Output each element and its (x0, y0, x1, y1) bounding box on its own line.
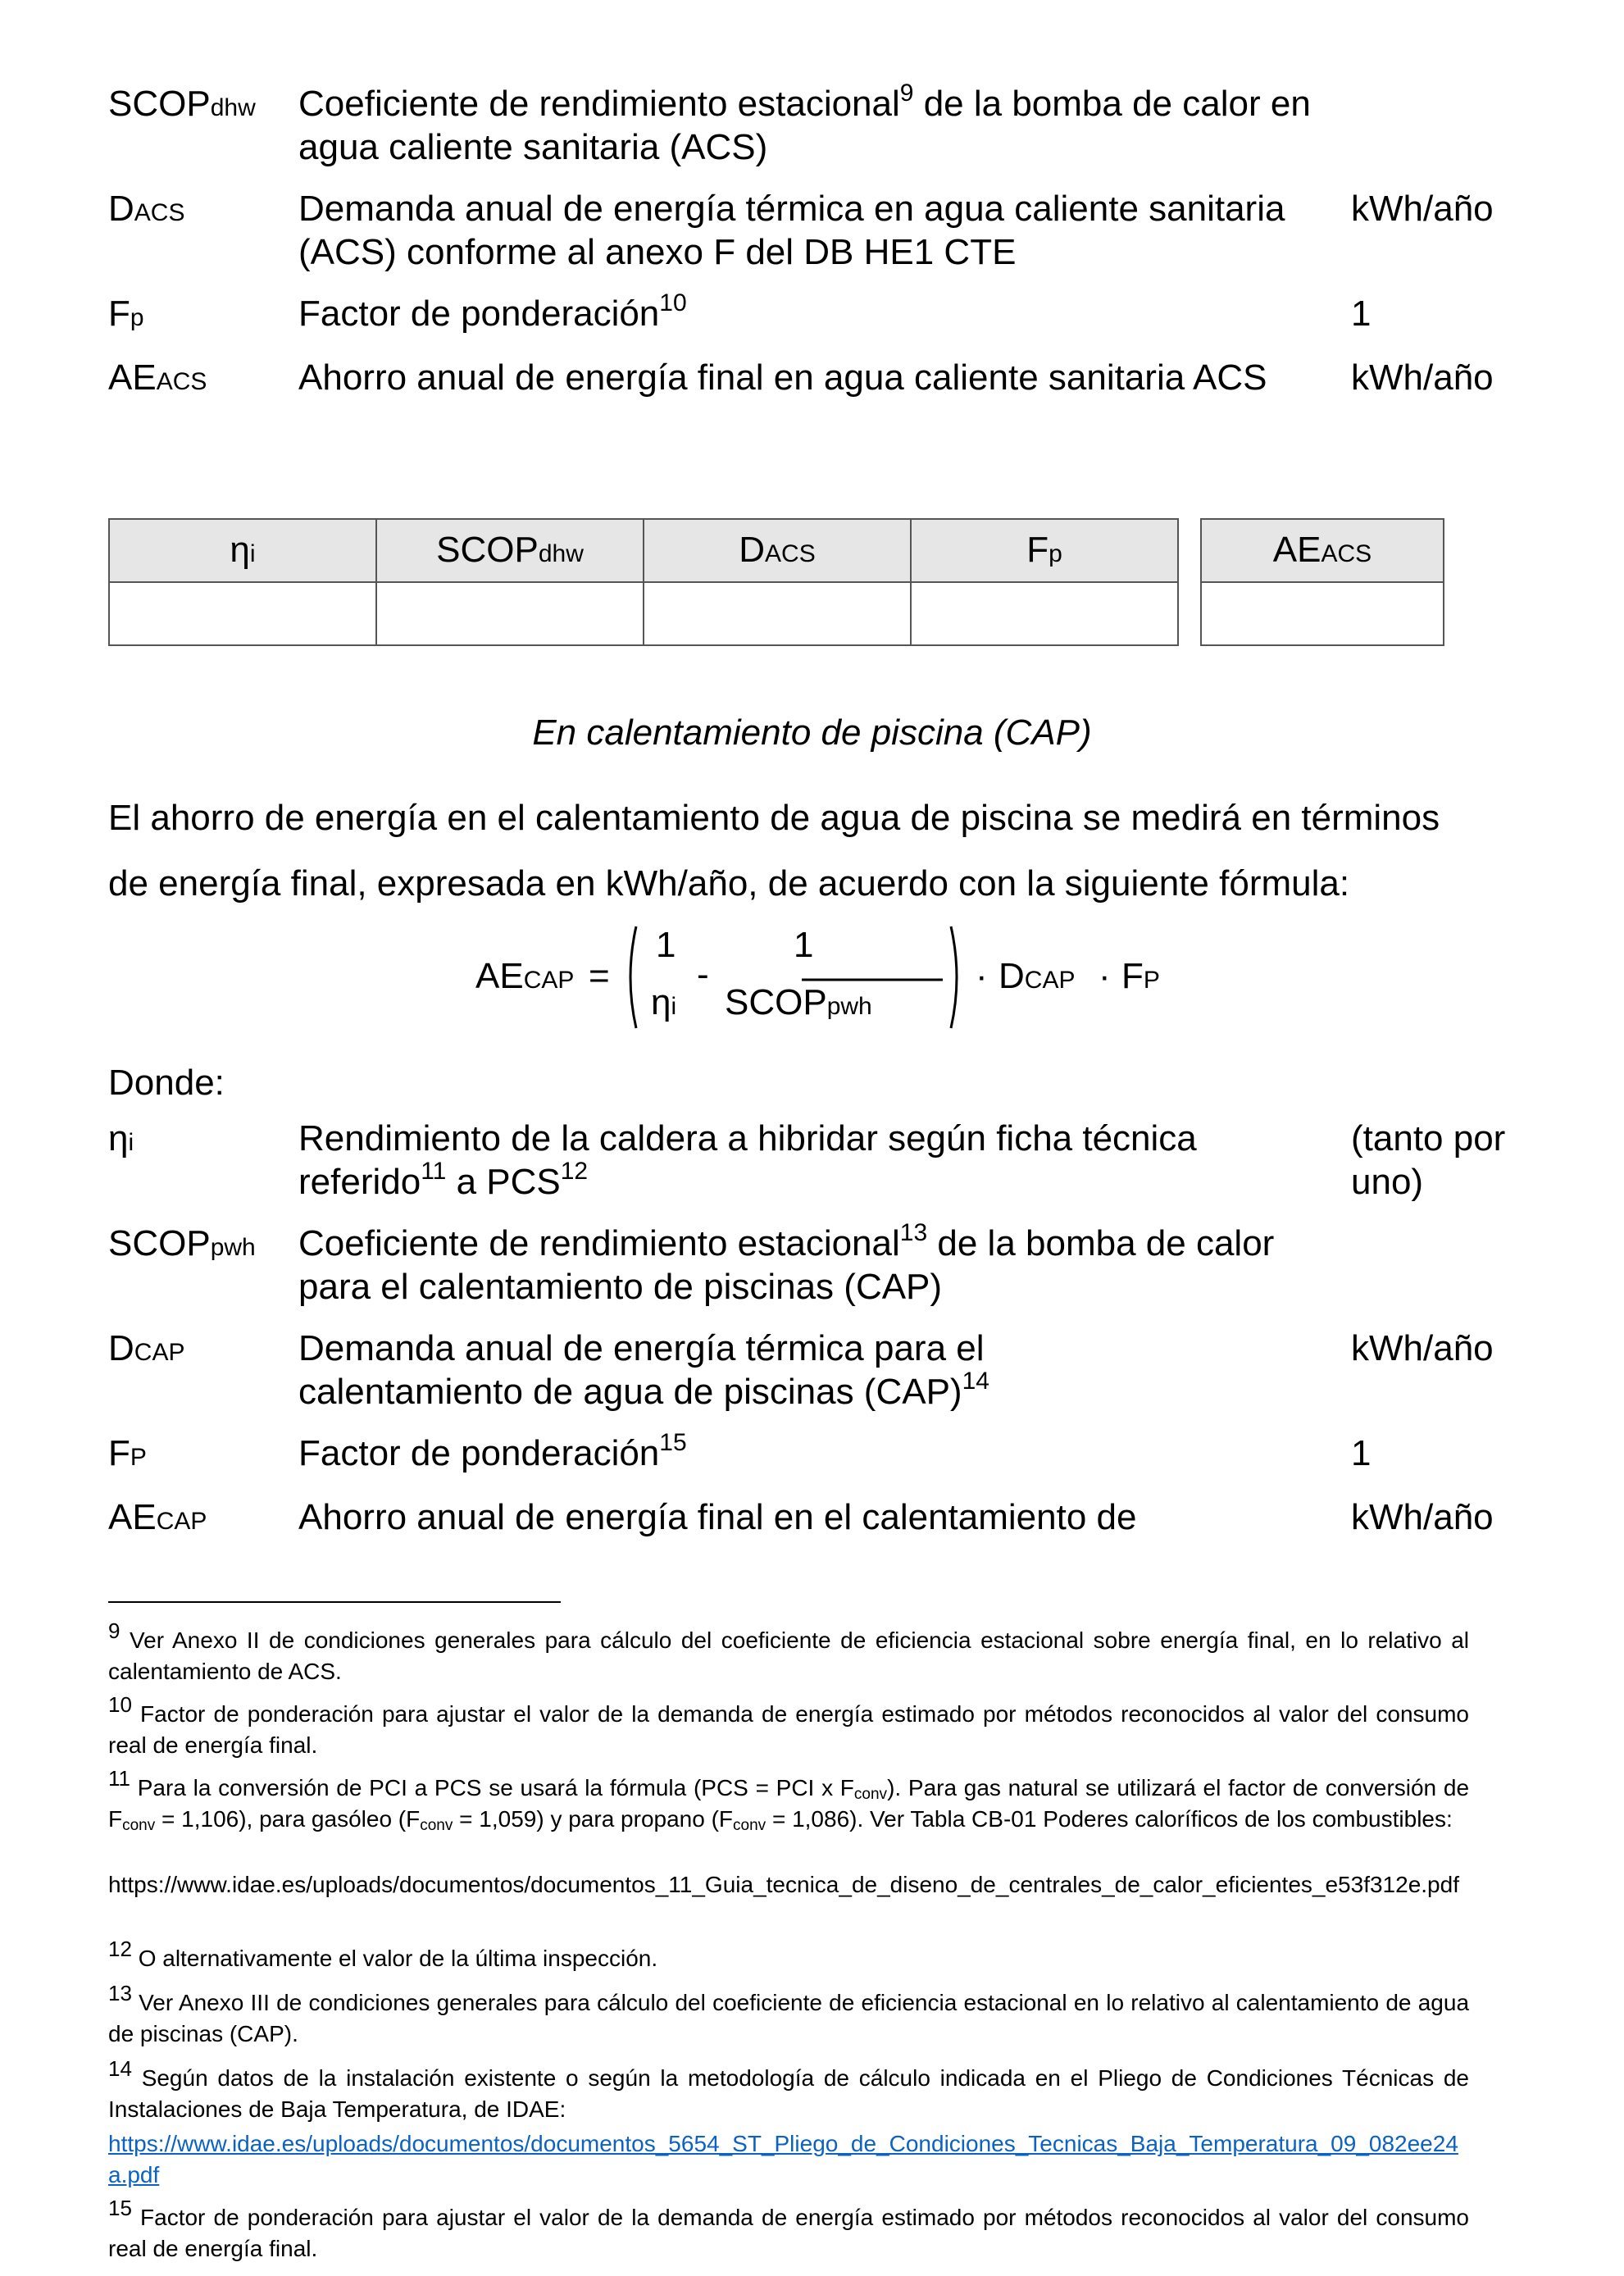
formula-d-cap: DCAP (999, 956, 1076, 996)
table-header-scop: SCOPdhw (375, 518, 644, 583)
def-unit: kWh/año (1351, 189, 1494, 229)
def-description: Rendimiento de la caldera a hibridar según ficha técnica referido$^{11}$ a PCS$^{12}$ (298, 1118, 1197, 1202)
footnote-13: 13 Ver Anexo III de condiciones generales para cálculo del coeficiente de eficiencia estacional en lo relativo al calentamiento de agua de piscinas (CAP). (108, 1981, 1470, 2046)
table-input-fp[interactable] (910, 581, 1179, 646)
footnote-15: 15 Factor de ponderación para ajustar el valor de la demanda de energía estimado por métodos reconocidos al valor del consumo real de energía final. (108, 2196, 1469, 2261)
def-symbol: AECAP (108, 1497, 207, 1537)
def-description: Ahorro anual de energía final en agua caliente sanitaria ACS (298, 357, 1267, 398)
def-unit: 1 (1351, 1433, 1372, 1473)
def-description: Factor de ponderación$^{15}$ (298, 1429, 687, 1473)
def-unit: kWh/año (1351, 357, 1494, 398)
intro-paragraph: El ahorro de energía en el calentamiento de agua de piscina se medirá en términos de energía final, expresada en kWh/año, de acuerdo con la siguiente fórmula: (108, 798, 1440, 904)
def-description: Ahorro anual de energía final en el calentamiento de (298, 1497, 1137, 1537)
formula-denominator-eta: ηi (651, 982, 677, 1022)
section-title: En calentamiento de piscina (CAP) (532, 712, 1092, 753)
footnote-12: 12 O alternativamente el valor de la última inspección. (108, 1937, 658, 1971)
acs-input-table (0, 518, 1624, 646)
def-symbol: FP (108, 1433, 147, 1473)
def-symbol: AEACS (108, 357, 207, 398)
def-ae-cap (108, 1495, 1494, 1541)
def-unit: 1 (1351, 294, 1372, 334)
def-symbol: DACS (108, 189, 185, 229)
formula-minus: - (697, 954, 709, 995)
table-header-d: DACS (643, 518, 912, 583)
def-description: Coeficiente de rendimiento estacional$^9$ de la bomba de calor en agua caliente sanitaria (ACS) (298, 80, 1311, 167)
def-symbol: DCAP (108, 1328, 185, 1368)
table-output-ae[interactable] (1200, 581, 1444, 646)
footnote-9: 9 Ver Anexo II de condiciones generales para cálculo del coeficiente de eficiencia estacional sobre energía final, en lo relativo al calentamiento de ACS. (108, 1618, 1469, 1684)
def-eta-i (108, 1117, 1506, 1207)
formula-ae-cap (475, 918, 1160, 1041)
def-symbol: ηi (108, 1118, 134, 1158)
table-input-d[interactable] (643, 581, 912, 646)
formula-numerator-1: 1 (656, 925, 676, 965)
footnote-14: 14 Según datos de la instalación existente o según la metodología de cálculo indicada en el Pliego de Condiciones Técnicas de Instalaciones de Baja Temperatura, de IDAE: (108, 2056, 1469, 2122)
table-input-eta[interactable] (108, 581, 377, 646)
def-fp-cap (108, 1429, 1469, 1477)
def-scop-pwh (108, 1219, 1469, 1312)
donde-label: Donde: (108, 1063, 225, 1103)
def-description: Demanda anual de energía térmica para el calentamiento de agua de piscinas (CAP)$^{14}$ (298, 1328, 989, 1412)
formula-dot-1: · (976, 956, 988, 996)
def-description: Factor de ponderación$^{10}$ (298, 289, 687, 334)
def-unit: (tanto por uno) (1351, 1118, 1506, 1202)
def-ae-acs (108, 356, 1494, 446)
footnote-11-url: https://www.idae.es/uploads/documentos/documentos_11_Guia_tecnica_de_diseno_de_centrales_de_calor_eficientes_e53f312e.pdf (108, 1872, 1459, 1897)
def-description: Demanda anual de energía térmica en agua caliente sanitaria (ACS) conforme al anexo F del DB HE1 CTE (298, 189, 1285, 272)
def-symbol: SCOPdhw (108, 84, 256, 124)
def-d-acs (108, 187, 1494, 277)
def-symbol: SCOPpwh (108, 1223, 256, 1263)
def-scop-dhw (108, 82, 1469, 172)
table-header-ae: AEACS (1200, 518, 1444, 583)
formula-dot-2: · (1099, 956, 1111, 996)
def-unit: kWh/año (1351, 1328, 1494, 1368)
def-fp (108, 289, 1469, 338)
def-unit: kWh/año (1351, 1497, 1494, 1537)
formula-f-p: FP (1121, 956, 1160, 996)
table-input-scop[interactable] (375, 581, 644, 646)
def-d-cap (108, 1327, 1494, 1417)
footnote-14-url-wrap (108, 2128, 1469, 2191)
footnote-10: 10 Factor de ponderación para ajustar el valor de la demanda de energía estimado por métodos reconocidos al valor del consumo real de energía final. (108, 1692, 1469, 1758)
table-header-eta: ηi (108, 518, 377, 583)
footnote-separator (108, 1601, 561, 1603)
formula-lhs: AECAP (475, 956, 575, 996)
footnote-14-link[interactable]: https://www.idae.es/uploads/documentos/documentos_5654_ST_Pliego_de_Condiciones_Tecnicas_Baja_Temperatura_09_082ee24a.pdf (108, 2131, 1458, 2187)
formula-equals: = (589, 956, 610, 996)
formula-numerator-2: 1 (794, 925, 814, 965)
def-symbol: Fp (108, 294, 144, 334)
table-header-fp: Fp (910, 518, 1179, 583)
footnote-11: 11 Para la conversión de PCI a PCS se usará la fórmula (PCS = PCI x Fconv). Para gas natural se utilizará el factor de conversión de Fconv = 1,106), para gasóleo (Fconv = 1,059) y para propano (Fconv = 1,086). Ver Tabla CB-01 Poderes caloríficos de los combustibles: (108, 1766, 1470, 1834)
formula-denominator-scop: SCOPpwh (725, 982, 872, 1022)
def-description: Coeficiente de rendimiento estacional$^{13}$ de la bomba de calor para el calentamiento de piscinas (CAP) (298, 1219, 1275, 1307)
